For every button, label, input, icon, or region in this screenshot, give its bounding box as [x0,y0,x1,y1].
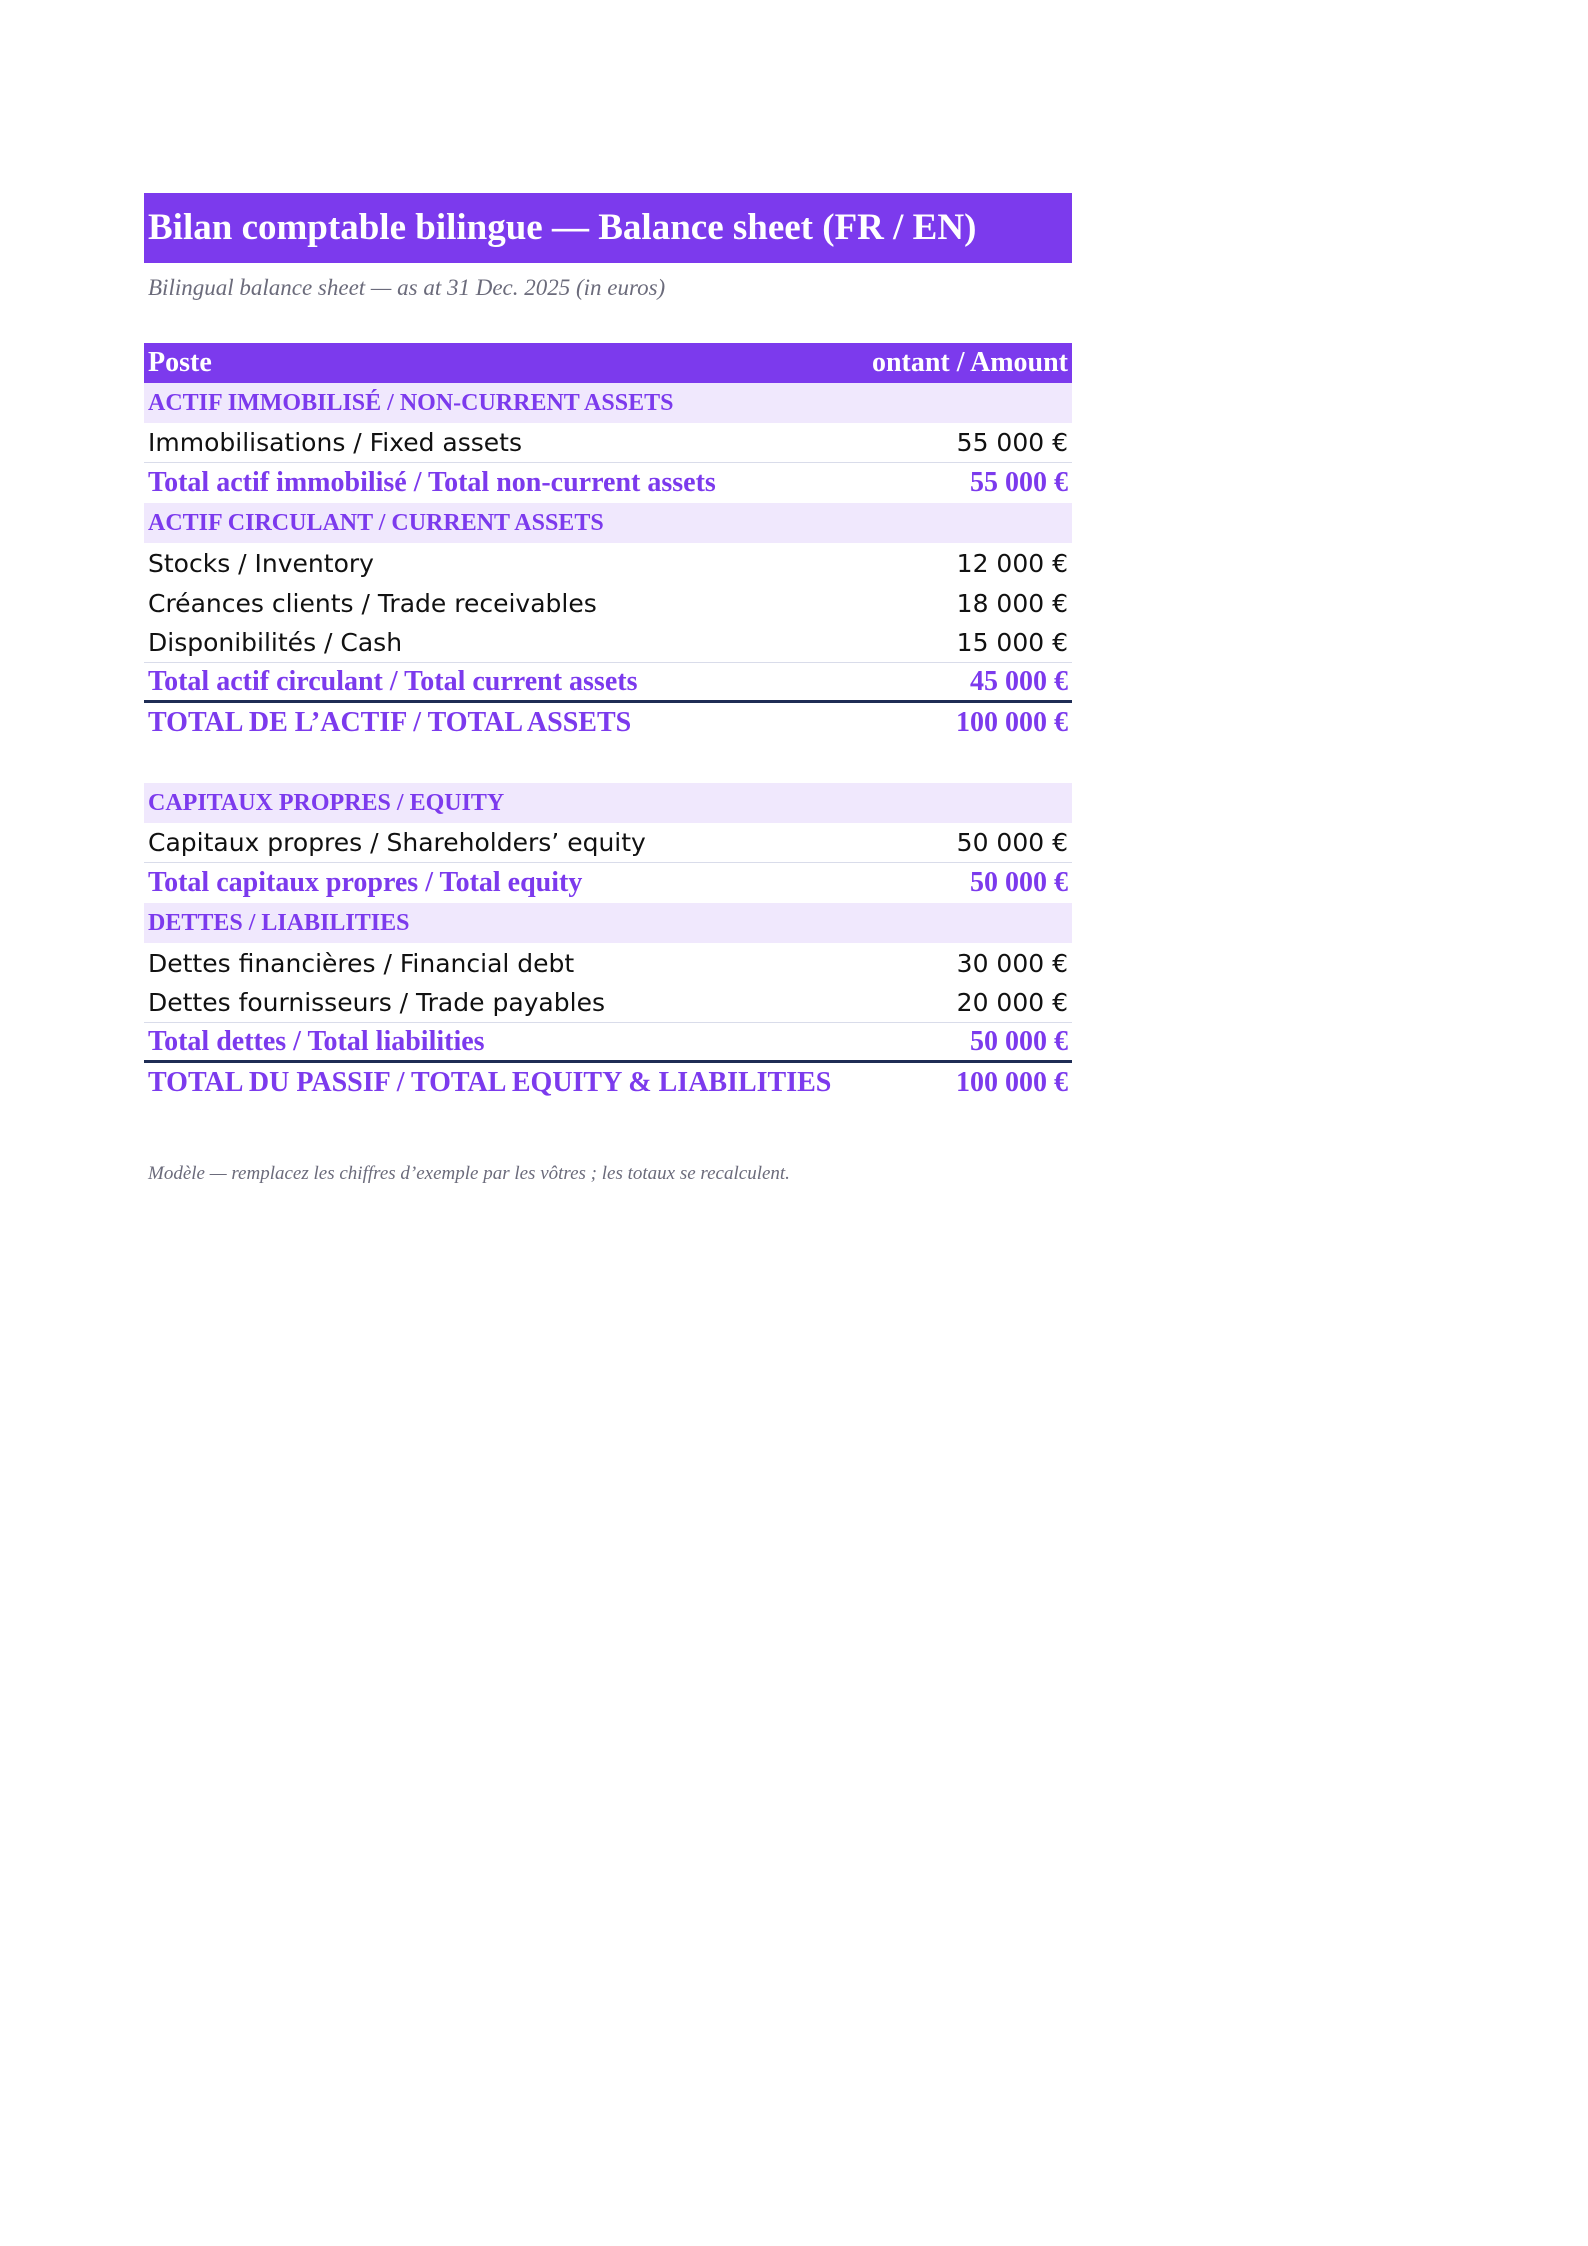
subtotal-row [144,863,1072,903]
subtotal-amount: 50 000 € [970,867,1068,898]
section-heading-label: ACTIF IMMOBILISÉ / NON-CURRENT ASSETS [148,389,674,416]
row-amount: 20 000 € [956,988,1068,1017]
subtotal-label: Total dettes / Total liabilities [148,1025,485,1057]
section-heading-label: DETTES / LIABILITIES [148,909,410,936]
table-row [144,583,1072,623]
row-amount: 30 000 € [956,948,1068,978]
section-heading-label: ACTIF CIRCULANT / CURRENT ASSETS [148,509,604,536]
section-spacer [144,743,1072,783]
table-row [144,823,1072,863]
row-amount: 12 000 € [956,548,1068,578]
subtotal-label: Total actif circulant / Total current assets [148,665,638,697]
row-amount: 50 000 € [956,828,1068,857]
grand-total-amount: 100 000 € [956,1067,1068,1098]
subtotal-row [144,1023,1072,1063]
subtotal-amount: 45 000 € [970,665,1068,697]
row-label: Stocks / Inventory [148,548,374,578]
sheet-subtitle: Bilingual balance sheet — as at 31 Dec. 2025 (in euros) [148,275,666,300]
table-row [144,943,1072,983]
table-row [144,423,1072,463]
header-label: Poste [148,347,212,378]
grand-total-label: TOTAL DE L’ACTIF / TOTAL ASSETS [148,707,632,738]
subtotal-amount: 50 000 € [970,1025,1068,1057]
grand-total-row [144,1063,1072,1103]
subtotal-row [144,463,1072,503]
table-row [144,983,1072,1023]
section-heading-label: CAPITAUX PROPRES / EQUITY [148,789,505,816]
section-heading [144,903,1072,943]
row-label: Dettes financières / Financial debt [148,948,575,978]
subtotal-label: Total actif immobilisé / Total non-current assets [148,467,716,498]
row-amount: 15 000 € [956,628,1068,657]
section-heading [144,383,1072,423]
subtotal-amount: 55 000 € [970,467,1068,498]
section-heading [144,783,1072,823]
grand-total-label: TOTAL DU PASSIF / TOTAL EQUITY & LIABILITIES [148,1067,832,1098]
header-amount: ontant / Amount [871,347,1068,378]
row-label: Disponibilités / Cash [148,628,403,657]
table-row [144,623,1072,663]
balance-sheet [144,193,1072,1098]
row-label: Capitaux propres / Shareholders’ equity [148,828,646,857]
table-row [144,543,1072,583]
footer-note: Modèle — remplacez les chiffres d’exemple par les vôtres ; les totaux se recalculent. [148,1163,790,1184]
grand-total-amount: 100 000 € [956,707,1068,738]
table-header-row [144,343,1072,383]
subtotal-label: Total capitaux propres / Total equity [148,867,583,898]
row-label: Dettes fournisseurs / Trade payables [148,988,605,1017]
row-amount: 18 000 € [956,588,1068,618]
grand-total-row [144,703,1072,743]
row-label: Immobilisations / Fixed assets [148,428,522,457]
balance-table [144,343,1072,1103]
row-label: Créances clients / Trade receivables [148,588,597,618]
row-amount: 55 000 € [956,428,1068,457]
section-heading [144,503,1072,543]
subtotal-row [144,663,1072,703]
sheet-title: Bilan comptable bilingue — Balance sheet (FR / EN) [144,193,1072,263]
